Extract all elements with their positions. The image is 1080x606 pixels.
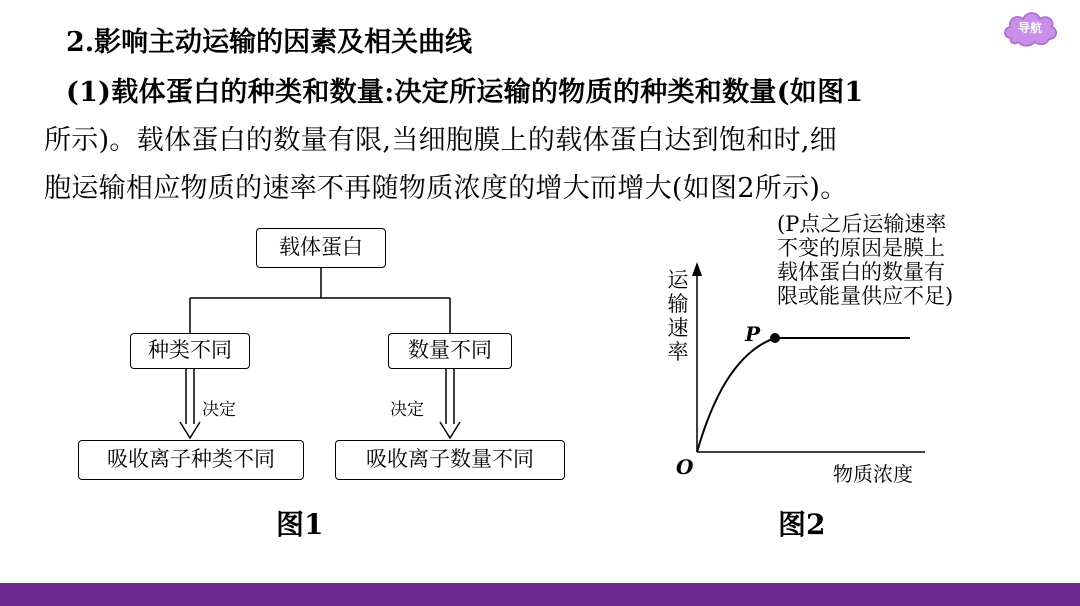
figure2-origin: O [676, 455, 694, 479]
paragraph-line-1: (1)载体蛋白的种类和数量:决定所运输的物质的种类和数量(如图1 [66, 77, 864, 108]
figure2-point-label: P [745, 322, 761, 346]
nav-button-label: 导航 [1017, 21, 1042, 35]
figure2-note-line-3: 载体蛋白的数量有 [777, 260, 945, 284]
paragraph-line-3: 胞运输相应物质的速率不再随物质浓度的增大而增大(如图2所示)。 [44, 173, 848, 204]
right-arrow-label: 决定 [390, 400, 424, 420]
result-ion-number-different: 吸收离子数量不同 [335, 440, 565, 480]
left-arrow-label: 决定 [202, 400, 236, 420]
paragraph-line-2: 所示)。载体蛋白的数量有限,当细胞膜上的载体蛋白达到饱和时,细 [44, 125, 837, 156]
figure2-note-line-2: 不变的原因是膜上 [777, 236, 945, 260]
figure2-note-line-4: 限或能量供应不足) [777, 284, 954, 308]
figure2-xlabel: 物质浓度 [833, 462, 913, 486]
footer-bar [0, 583, 1080, 606]
node-carrier-protein: 载体蛋白 [256, 228, 386, 268]
figure2-ylabel: 运输速率 [667, 268, 689, 364]
figure2-caption: 图2 [778, 508, 826, 541]
result-ion-type-different: 吸收离子种类不同 [78, 440, 304, 480]
node-number-different: 数量不同 [388, 333, 512, 369]
node-type-different: 种类不同 [130, 333, 250, 369]
section-heading: 2.影响主动运输的因素及相关曲线 [66, 27, 473, 58]
figure2-note-line-1: (P点之后运输速率 [777, 212, 947, 236]
point-p-marker [770, 333, 780, 343]
figure1-caption: 图1 [276, 508, 324, 541]
